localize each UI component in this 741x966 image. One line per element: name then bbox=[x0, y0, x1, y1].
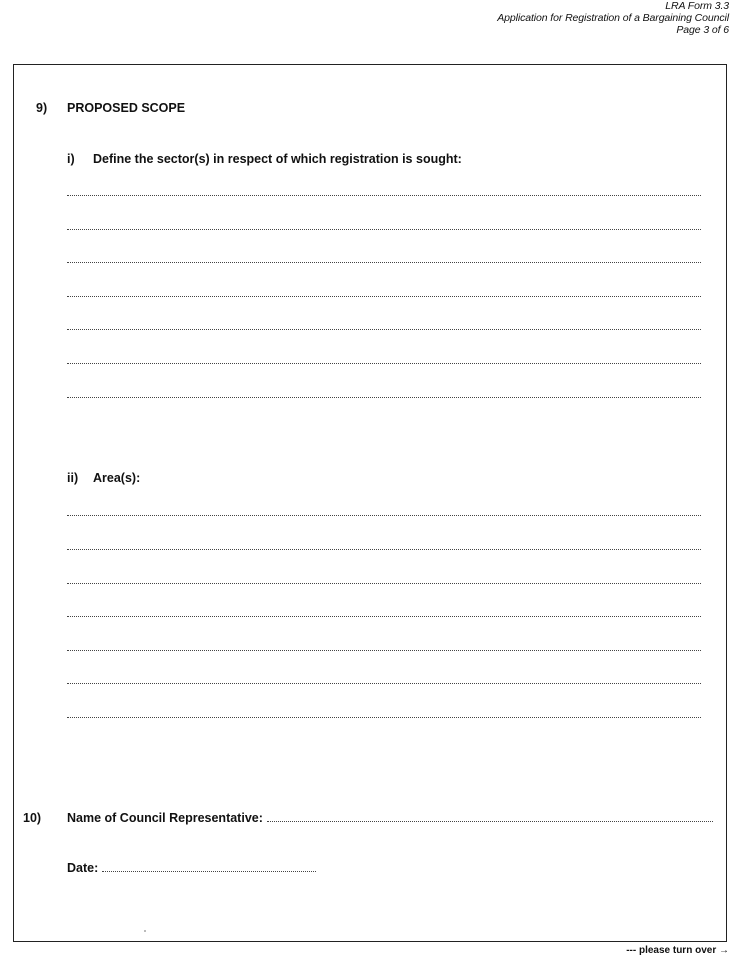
date-label: Date: bbox=[67, 861, 99, 875]
section-10-number: 10) bbox=[23, 811, 42, 825]
subsection-i bbox=[67, 152, 462, 166]
area-answer-line-2[interactable] bbox=[67, 549, 701, 550]
subsection-i-label: Define the sector(s) in respect of which registration is sought: bbox=[93, 152, 462, 166]
subsection-ii bbox=[67, 471, 140, 485]
area-answer-line-4[interactable] bbox=[67, 616, 701, 617]
page-indicator: Page 3 of 6 bbox=[676, 24, 729, 36]
sector-answer-line-6[interactable] bbox=[67, 363, 701, 364]
subsection-i-roman: i) bbox=[67, 152, 75, 166]
subsection-ii-roman: ii) bbox=[67, 471, 79, 485]
sector-answer-line-7[interactable] bbox=[67, 397, 701, 398]
form-box bbox=[13, 64, 727, 942]
form-title: Application for Registration of a Bargaining Council bbox=[497, 12, 729, 24]
section-9-title: PROPOSED SCOPE bbox=[67, 101, 186, 115]
sector-answer-line-5[interactable] bbox=[67, 329, 701, 330]
section-9-number: 9) bbox=[36, 101, 48, 115]
area-answer-line-1[interactable] bbox=[67, 515, 701, 516]
scan-speck bbox=[144, 930, 146, 932]
area-answer-line-5[interactable] bbox=[67, 650, 701, 651]
subsection-ii-label: Area(s): bbox=[93, 471, 141, 485]
representative-input[interactable] bbox=[267, 811, 713, 822]
sector-answer-line-1[interactable] bbox=[67, 195, 701, 196]
sector-answer-line-2[interactable] bbox=[67, 229, 701, 230]
representative-field bbox=[67, 811, 713, 825]
representative-label: Name of Council Representative: bbox=[67, 811, 263, 825]
date-field bbox=[67, 861, 316, 875]
area-answer-line-3[interactable] bbox=[67, 583, 701, 584]
sector-answer-line-4[interactable] bbox=[67, 296, 701, 297]
please-turn-over: --- please turn over → bbox=[626, 945, 729, 956]
form-id: LRA Form 3.3 bbox=[665, 0, 729, 12]
sector-answer-line-3[interactable] bbox=[67, 262, 701, 263]
date-input[interactable] bbox=[102, 861, 316, 872]
area-answer-line-6[interactable] bbox=[67, 683, 701, 684]
page-header bbox=[497, 0, 729, 36]
area-answer-line-7[interactable] bbox=[67, 717, 701, 718]
